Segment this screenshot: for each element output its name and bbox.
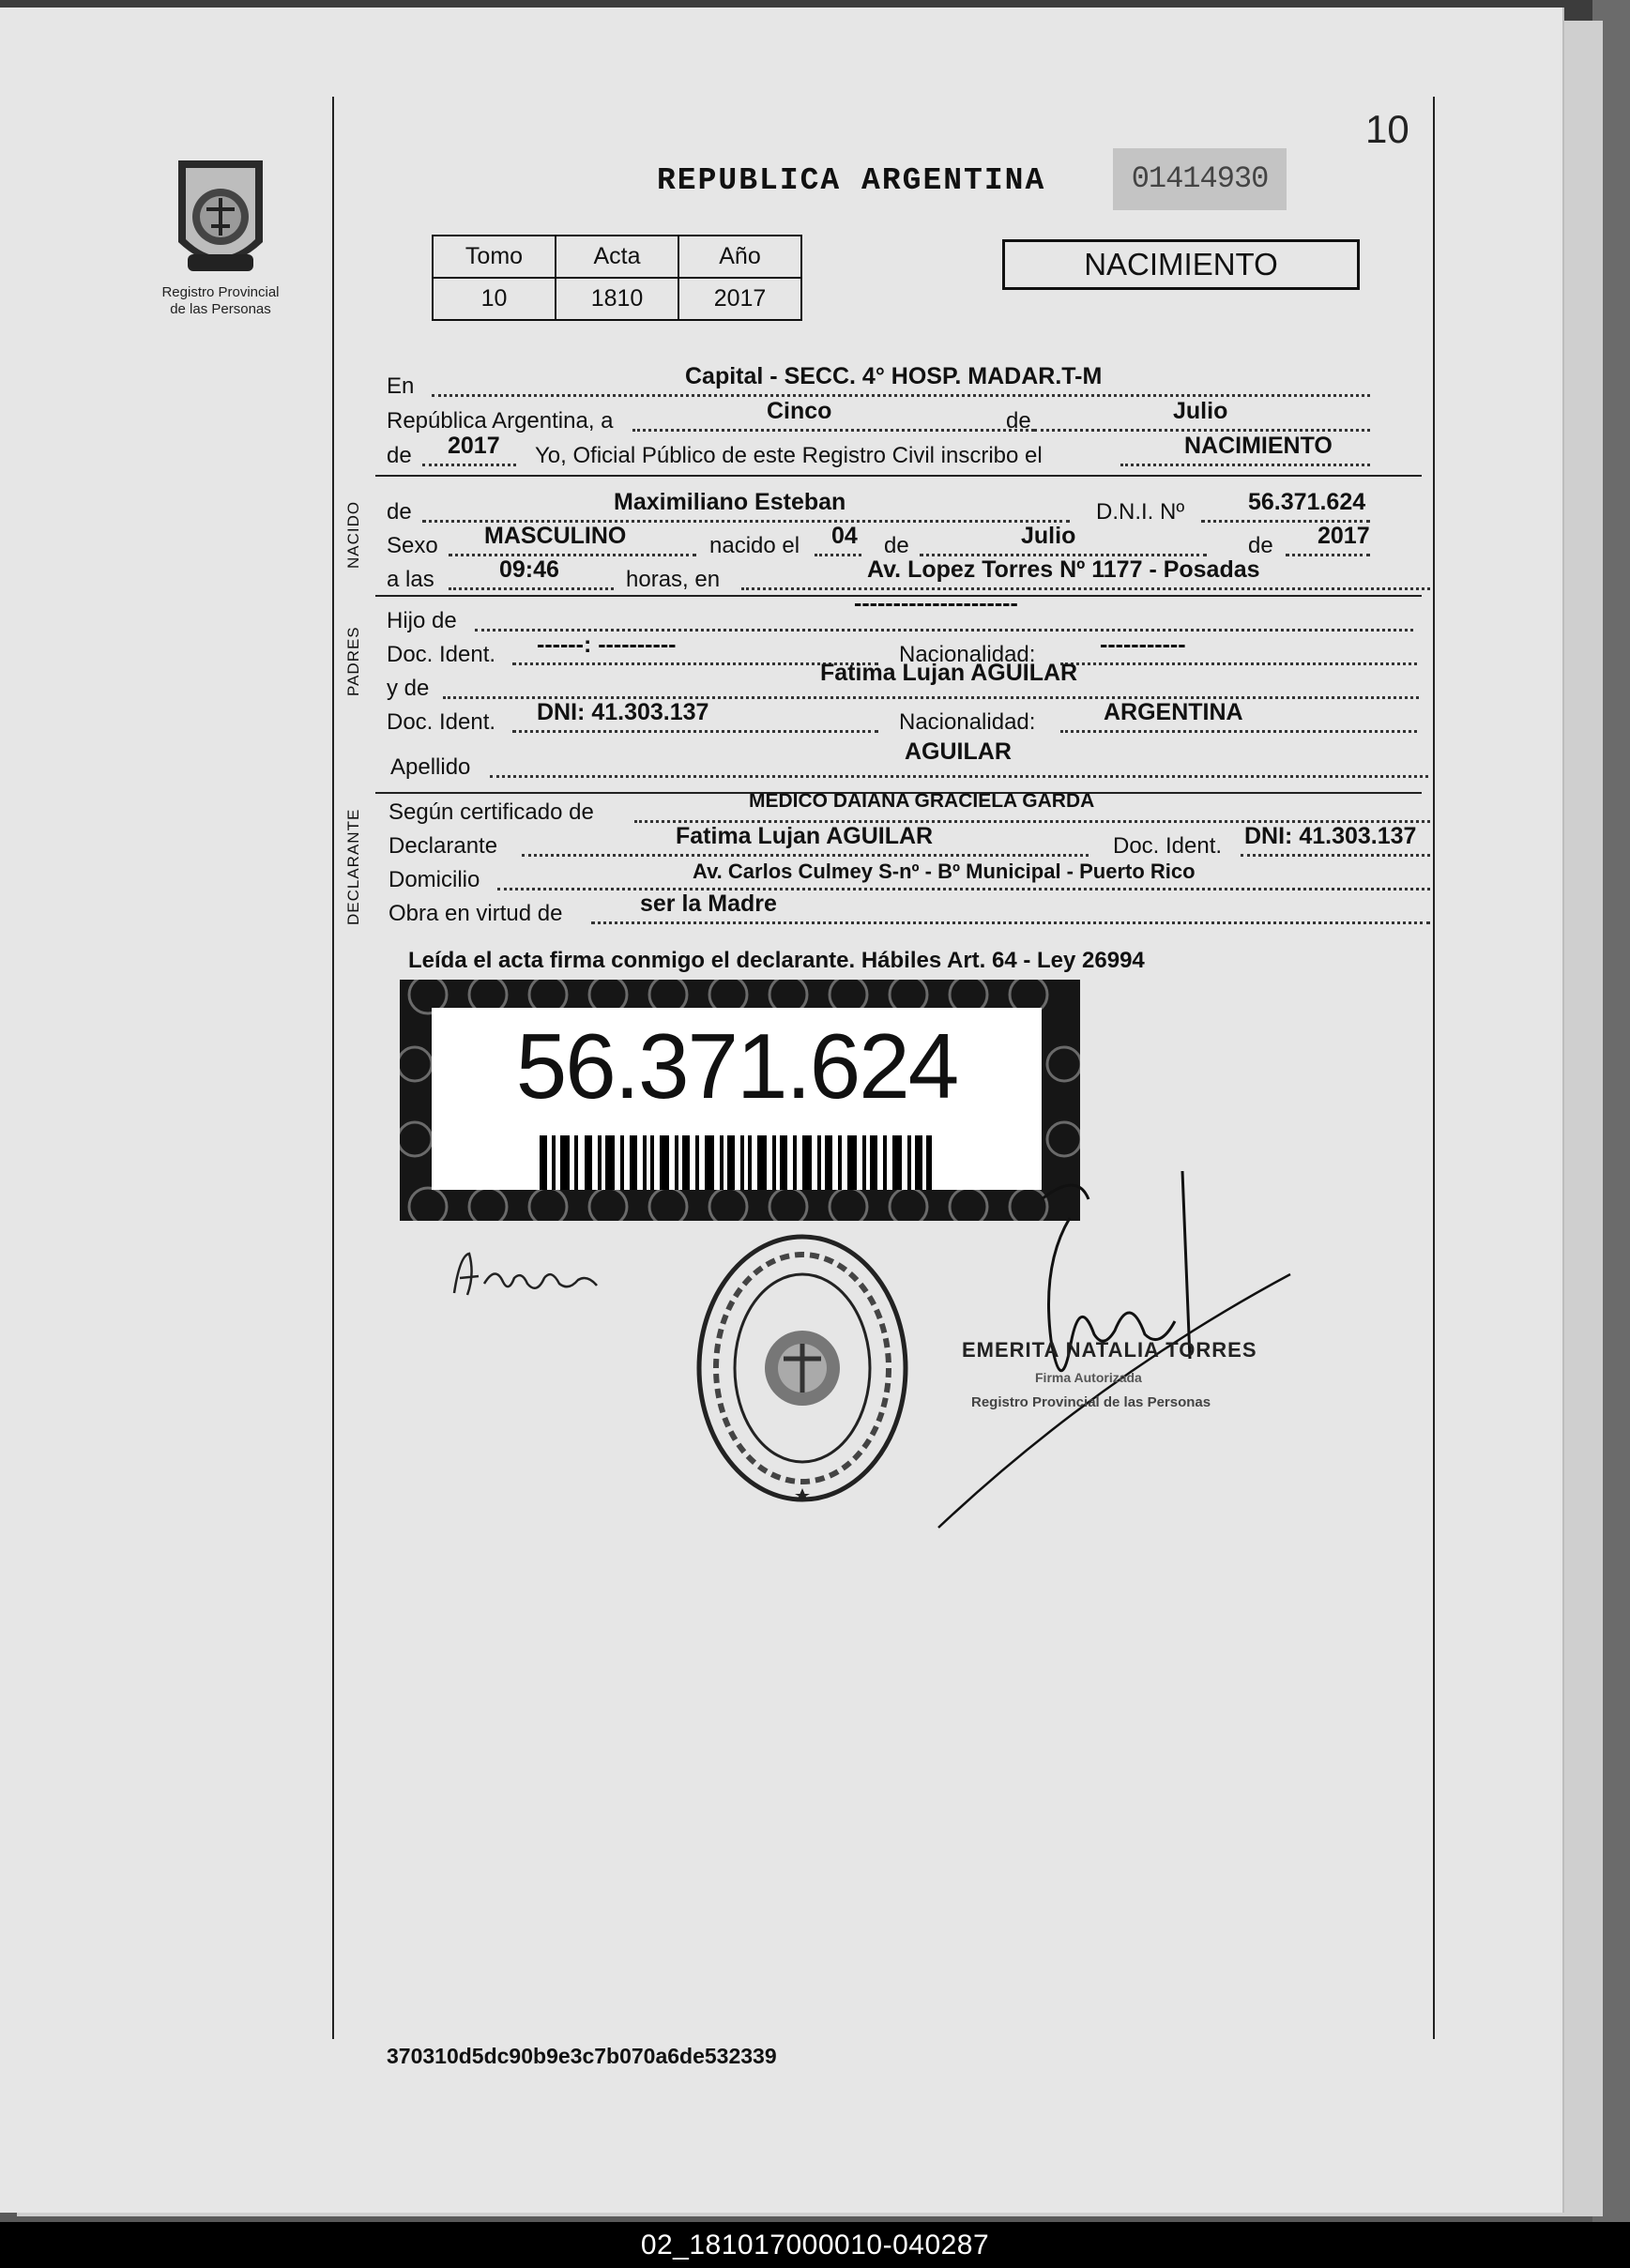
label-de: de <box>1006 408 1031 434</box>
value-nacionalidad-padre: ----------- <box>1100 632 1186 658</box>
ref-header-tomo: Tomo <box>433 236 556 278</box>
field-row-obra <box>388 890 1430 927</box>
section-label-nacido: NACIDO <box>344 500 362 569</box>
value-domicilio: Av. Carlos Culmey S-nº - Bº Municipal - Puerto Rico <box>693 860 1196 883</box>
dots <box>422 464 516 466</box>
field-row-certificado <box>388 788 1430 826</box>
label-de-anio-nac: de <box>1248 533 1273 558</box>
official-name: EMERITA NATALIA TORRES <box>962 1338 1257 1362</box>
reference-table <box>432 235 802 321</box>
value-doc-padre: ------: ---------- <box>537 632 677 658</box>
label-nacionalidad-madre: Nacionalidad: <box>899 709 1036 735</box>
crest-caption-1: Registro Provincial <box>161 284 280 300</box>
value-anio-nacimiento: 2017 <box>1318 523 1370 549</box>
field-row-padre <box>387 590 1419 634</box>
section-label-declarante: DECLARANTE <box>344 808 362 925</box>
value-padre: --------------------- <box>854 590 1018 616</box>
left-margin-line <box>332 97 334 2039</box>
label-nacido-el: nacido el <box>709 533 800 558</box>
page-number: 10 <box>1365 107 1409 151</box>
label-doc-ident-declarante: Doc. Ident. <box>1113 833 1223 859</box>
label-horas-en: horas, en <box>626 567 721 592</box>
document-hash: 370310d5dc90b9e3c7b070a6de532339 <box>387 2044 777 2068</box>
label-domicilio: Domicilio <box>388 867 480 892</box>
value-dni-nacido: 56.371.624 <box>1248 489 1366 515</box>
section-label-padres: PADRES <box>344 626 362 696</box>
crest-caption-2: de las Personas <box>170 301 271 317</box>
label-doc-ident-madre: Doc. Ident. <box>387 709 496 735</box>
value-mes-inscripcion: Julio <box>1173 398 1228 424</box>
value-lugar-nacimiento: Av. Lopez Torres Nº 1177 - Posadas <box>867 556 1260 583</box>
value-hora: 09:46 <box>499 556 559 583</box>
value-dia-nacimiento: 04 <box>831 523 858 549</box>
dots <box>1120 464 1370 466</box>
value-obra-en-virtud: ser la Madre <box>640 890 777 917</box>
dots <box>1060 730 1417 733</box>
label-declarante: Declarante <box>388 833 498 859</box>
country-title: REPUBLICA ARGENTINA <box>657 163 1046 198</box>
label-en: En <box>387 373 415 399</box>
serial-number: 01414930 <box>1113 148 1287 210</box>
registry-seal <box>690 1227 915 1528</box>
official-title: Firma Autorizada <box>1035 1370 1142 1385</box>
label-inscribo: Yo, Oficial Público de este Registro Civil inscribo el <box>535 443 1043 468</box>
field-row-declarante <box>388 822 1430 860</box>
label-apellido: Apellido <box>390 754 471 780</box>
section-divider <box>375 475 1422 477</box>
dots <box>741 587 1430 590</box>
ref-header-acta: Acta <box>556 236 678 278</box>
value-madre: Fatima Lujan AGUILAR <box>820 660 1078 686</box>
value-declarante: Fatima Lujan AGUILAR <box>676 823 934 849</box>
value-sexo: MASCULINO <box>484 523 627 549</box>
id-number: 56.371.624 <box>515 1014 958 1118</box>
value-apellido: AGUILAR <box>905 738 1012 765</box>
dots <box>512 730 878 733</box>
label-de-nombre: de <box>387 499 412 525</box>
label-obra-en-virtud: Obra en virtud de <box>388 901 563 926</box>
value-dia-inscripcion: Cinco <box>767 398 832 424</box>
value-doc-madre: DNI: 41.303.137 <box>537 699 709 725</box>
ref-value-acta: 1810 <box>556 278 678 320</box>
document-page <box>0 8 1564 2213</box>
label-de-mes: de <box>884 533 909 558</box>
registro-crest <box>141 153 300 331</box>
official-office: Registro Provincial de las Personas <box>971 1394 1211 1410</box>
label-sexo: Sexo <box>387 533 438 558</box>
field-row-hora <box>387 556 1419 593</box>
label-hijo-de: Hijo de <box>387 608 457 633</box>
label-republica: República Argentina, a <box>387 408 614 434</box>
ref-value-anio: 2017 <box>678 278 801 320</box>
field-row-nombre <box>387 488 1419 525</box>
field-row-inscripcion <box>387 432 1419 469</box>
value-tipo-inscripcion: NACIMIENTO <box>1184 433 1333 459</box>
dots <box>490 775 1428 778</box>
ref-value-tomo: 10 <box>433 278 556 320</box>
field-row-fecha <box>387 397 1419 434</box>
field-row-apellido <box>387 738 1428 781</box>
field-row-sexo <box>387 522 1419 559</box>
dots <box>591 921 1430 924</box>
ref-header-anio: Año <box>678 236 801 278</box>
label-nacionalidad-padre: Nacionalidad: <box>899 642 1036 667</box>
value-mes-nacimiento: Julio <box>1021 523 1076 549</box>
label-segun-certificado: Según certificado de <box>388 799 594 825</box>
label-dni: D.N.I. Nº <box>1096 499 1185 525</box>
footer-filename: 02_181017000010-040287 <box>0 2222 1630 2268</box>
label-de-anio: de <box>387 443 412 468</box>
value-certificado-medico: MEDICO DAIANA GRACIELA GARDA <box>749 790 1095 812</box>
field-row-domicilio <box>388 856 1430 893</box>
value-anio-inscripcion: 2017 <box>448 433 500 459</box>
label-a-las: a las <box>387 567 434 592</box>
label-doc-ident-padre: Doc. Ident. <box>387 642 496 667</box>
field-row-doc-madre <box>387 698 1419 736</box>
value-nombre-nacido: Maximiliano Esteban <box>614 489 846 515</box>
label-y-de: y de <box>387 676 430 701</box>
field-row-madre <box>387 660 1419 702</box>
value-nacionalidad-madre: ARGENTINA <box>1104 699 1243 725</box>
firma-note: Leída el acta firma conmigo el declarante. Hábiles Art. 64 - Ley 26994 <box>408 948 1145 973</box>
declarant-signature <box>447 1237 606 1312</box>
dots <box>449 587 614 590</box>
value-lugar-registro: Capital - SECC. 4° HOSP. MADAR.T-M <box>685 363 1103 389</box>
right-margin-line <box>1433 97 1435 2039</box>
misiones-crest-icon <box>160 153 282 284</box>
value-doc-declarante: DNI: 41.303.137 <box>1244 823 1417 849</box>
barcode-icon <box>540 1135 934 1190</box>
document-type: NACIMIENTO <box>1002 239 1360 290</box>
field-row-en <box>387 362 1419 400</box>
